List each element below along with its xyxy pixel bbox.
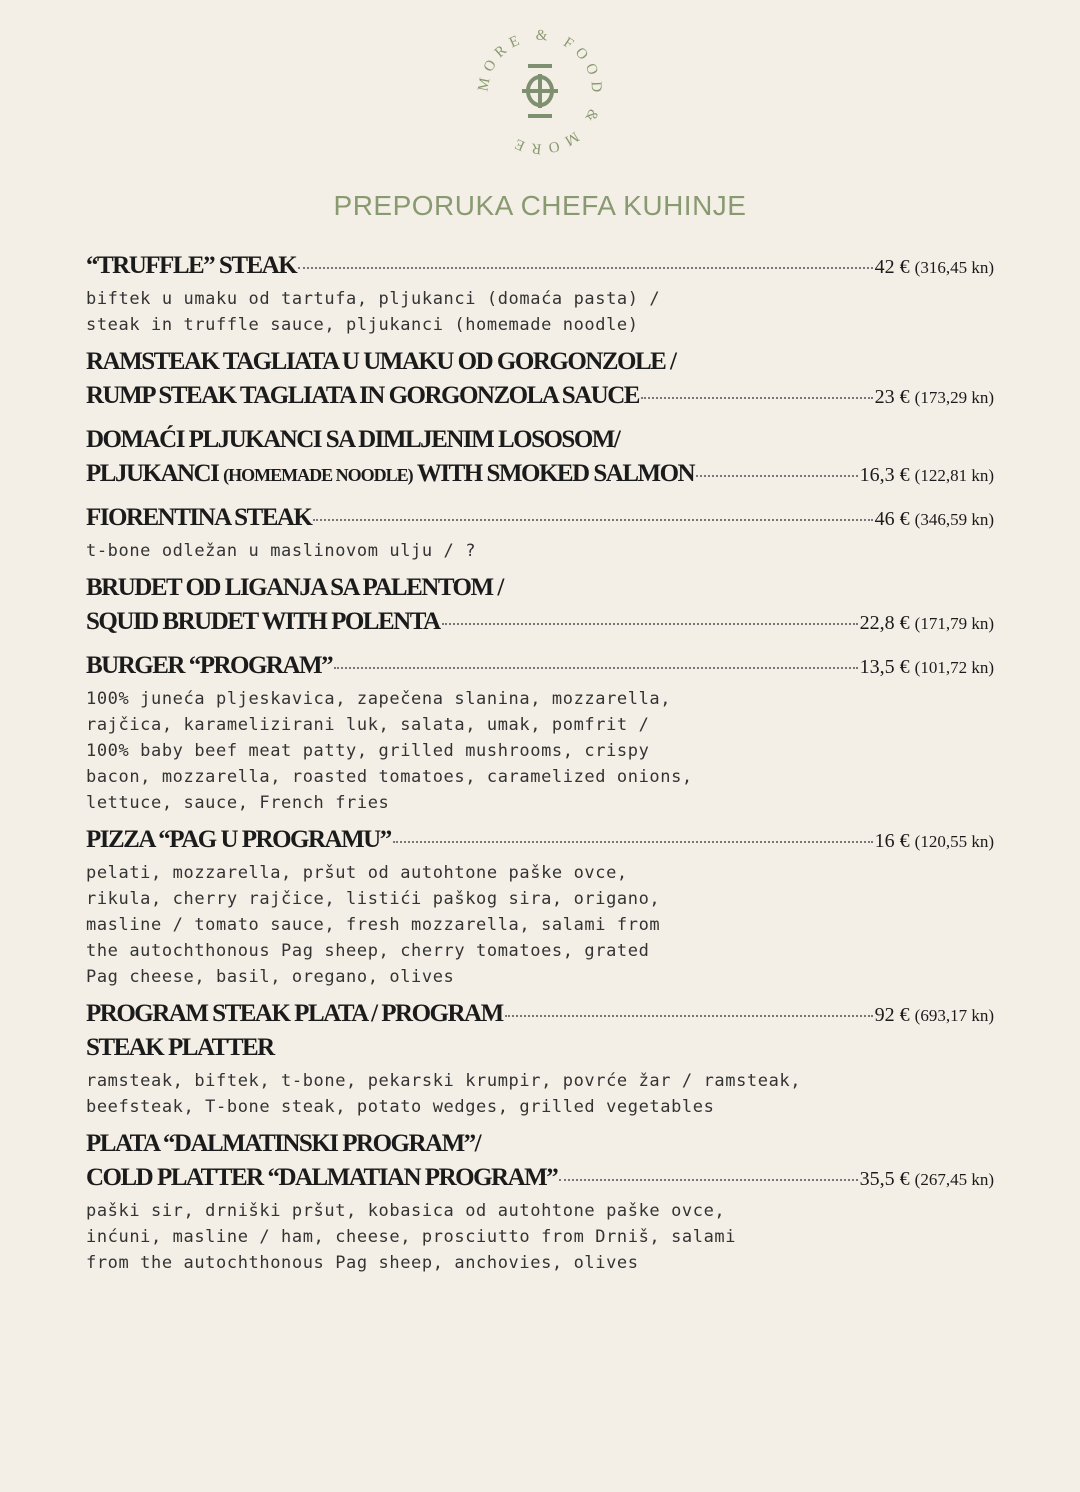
price-kuna: (693,17 kn) — [914, 1006, 994, 1025]
menu-item — [86, 348, 994, 416]
menu-item — [86, 426, 994, 494]
menu-item-title-line — [86, 382, 994, 416]
menu-item-title-line — [86, 252, 994, 286]
menu-item-name — [86, 1130, 480, 1158]
menu-item-price — [860, 1168, 994, 1191]
menu-item-name — [86, 574, 503, 602]
menu-item-title-line — [86, 504, 994, 538]
menu-item — [86, 252, 994, 338]
menu-item-name — [86, 1034, 274, 1062]
menu-item-name-text: RAMSTEAK TAGLIATA U UMAKU OD GORGONZOLE / — [86, 348, 676, 375]
menu-item-name-text: FIORENTINA STEAK — [86, 504, 312, 531]
menu-item-title-line — [86, 1164, 994, 1198]
menu-item-name-text: BURGER “PROGRAM” — [86, 652, 333, 679]
menu-item-description: ramsteak, biftek, t-bone, pekarski krumpir, povrće žar / ramsteak, beefsteak, T-bone steak, potato wedges, grilled vegetables — [86, 1071, 802, 1117]
menu-item-price — [860, 464, 994, 487]
menu-item-name — [86, 348, 676, 376]
menu-item — [86, 574, 994, 642]
price-euro: 22,8 € — [859, 612, 910, 634]
price-euro: 16 € — [874, 830, 910, 852]
price-kuna: (173,29 kn) — [914, 388, 994, 407]
menu-item-title-line — [86, 608, 994, 642]
menu-item-description: paški sir, drniški pršut, kobasica od autohtone paške ovce, inćuni, masline / ham, cheese, prosciutto from Drniš, salami from the autochthonous Pag sheep, anchovies, olives — [86, 1201, 737, 1273]
menu-item-price — [860, 656, 994, 679]
section-heading: PREPORUKA CHEFA KUHINJE — [333, 190, 747, 221]
menu-item-description: t-bone odležan u maslinovom ulju / ? — [86, 541, 477, 561]
menu-item-price — [875, 830, 994, 853]
menu-item-name-text: BRUDET OD LIGANJA SA PALENTOM / — [86, 574, 503, 601]
dot-leader — [313, 519, 872, 521]
dot-leader — [393, 841, 873, 843]
menu-item-name — [86, 252, 296, 280]
menu-item-title-line — [86, 426, 994, 460]
menu-item-name-note: (HOMEMADE NOODLE) — [223, 465, 413, 485]
dot-leader — [298, 267, 872, 269]
menu-item-name-text: PROGRAM STEAK PLATA / PROGRAM — [86, 1000, 503, 1027]
menu-item-name-text: PIZZA “PAG U PROGRAMU” — [86, 826, 391, 853]
menu-item-title-line — [86, 574, 994, 608]
price-kuna: (346,59 kn) — [914, 510, 994, 529]
menu-item-name — [86, 504, 311, 532]
menu-item-name-text: STEAK PLATTER — [86, 1034, 274, 1061]
menu-item — [86, 504, 994, 564]
menu-item — [86, 652, 994, 816]
menu-item-price — [875, 1004, 994, 1027]
menu-item-title-line — [86, 652, 994, 686]
menu-item-description: 100% juneća pljeskavica, zapečena slanina, mozzarella, rajčica, karamelizirani luk, salata, umak, pomfrit / 100% baby beef meat patty, grilled mushrooms, crispy bacon, mozzarella, roasted tomatoes, caramelized onions, lettuce, sauce, French fries — [86, 689, 693, 813]
price-euro: 92 € — [874, 1004, 910, 1026]
menu-item — [86, 1130, 994, 1276]
menu-item-name — [86, 826, 391, 854]
menu-item-name-text: SQUID BRUDET WITH POLENTA — [86, 608, 440, 635]
price-euro: 35,5 € — [859, 1168, 910, 1190]
menu-item-name — [86, 460, 694, 488]
menu-item-name-text: DOMAĆI PLJUKANCI SA DIMLJENIM LOSOSOM/ — [86, 426, 620, 453]
menu-list — [86, 252, 994, 1286]
menu-item-description: biftek u umaku od tartufa, pljukanci (domaća pasta) / steak in truffle sauce, pljukanci (homemade noodle) — [86, 289, 661, 335]
menu-item-name-text: RUMP STEAK TAGLIATA IN GORGONZOLA SAUCE — [86, 382, 639, 409]
menu-item-name-text: COLD PLATTER “DALMATIAN PROGRAM” — [86, 1164, 558, 1191]
dot-leader — [641, 397, 873, 399]
menu-item-title-line — [86, 1130, 994, 1164]
dot-leader — [505, 1015, 873, 1017]
menu-item-name — [86, 426, 619, 454]
price-kuna: (171,79 kn) — [914, 614, 994, 633]
menu-item — [86, 1000, 994, 1120]
price-kuna: (122,81 kn) — [914, 466, 994, 485]
price-kuna: (316,45 kn) — [914, 258, 994, 277]
price-euro: 16,3 € — [859, 464, 910, 486]
dot-leader — [334, 667, 858, 669]
menu-item-name-text: PLJUKANCI — [86, 460, 224, 487]
price-kuna: (267,45 kn) — [914, 1170, 994, 1189]
menu-item-title-line — [86, 826, 994, 860]
menu-item-price — [875, 256, 994, 279]
menu-item-name — [86, 382, 639, 410]
price-kuna: (120,55 kn) — [914, 832, 994, 851]
menu-item-price — [860, 612, 994, 635]
price-euro: 13,5 € — [859, 656, 910, 678]
price-kuna: (101,72 kn) — [914, 658, 994, 677]
dot-leader — [559, 1179, 857, 1181]
menu-item-price — [875, 508, 994, 531]
menu-item-name — [86, 1164, 557, 1192]
menu-item-name-text: “TRUFFLE” STEAK — [86, 252, 297, 279]
menu-item-name-text: PLATA “DALMATINSKI PROGRAM”/ — [86, 1130, 481, 1157]
menu-item-title-line — [86, 460, 994, 494]
price-euro: 46 € — [874, 508, 910, 530]
price-euro: 42 € — [874, 256, 910, 278]
menu-item-name-rest: WITH SMOKED SALMON — [412, 460, 695, 487]
menu-item-name — [86, 652, 332, 680]
menu-item-title-line — [86, 1034, 994, 1068]
menu-item — [86, 826, 994, 990]
menu-item-name — [86, 608, 440, 636]
menu-item-title-line — [86, 348, 994, 382]
price-euro: 23 € — [874, 386, 910, 408]
logo-ring-text: MORE & FOOD & MORE — [475, 27, 605, 157]
restaurant-logo-icon — [470, 22, 610, 162]
menu-item-price — [875, 386, 994, 409]
dot-leader — [696, 475, 858, 477]
menu-item-description: pelati, mozzarella, pršut od autohtone paške ovce, rikula, cherry rajčice, listići paškog sira, origano, masline / tomato sauce, fresh mozzarella, salami from the autochthonous Pag sheep, cherry tomatoes, grated Pag cheese, basil, oregano, olives — [86, 863, 661, 987]
dot-leader — [442, 623, 858, 625]
menu-item-title-line — [86, 1000, 994, 1034]
menu-item-name — [86, 1000, 503, 1028]
